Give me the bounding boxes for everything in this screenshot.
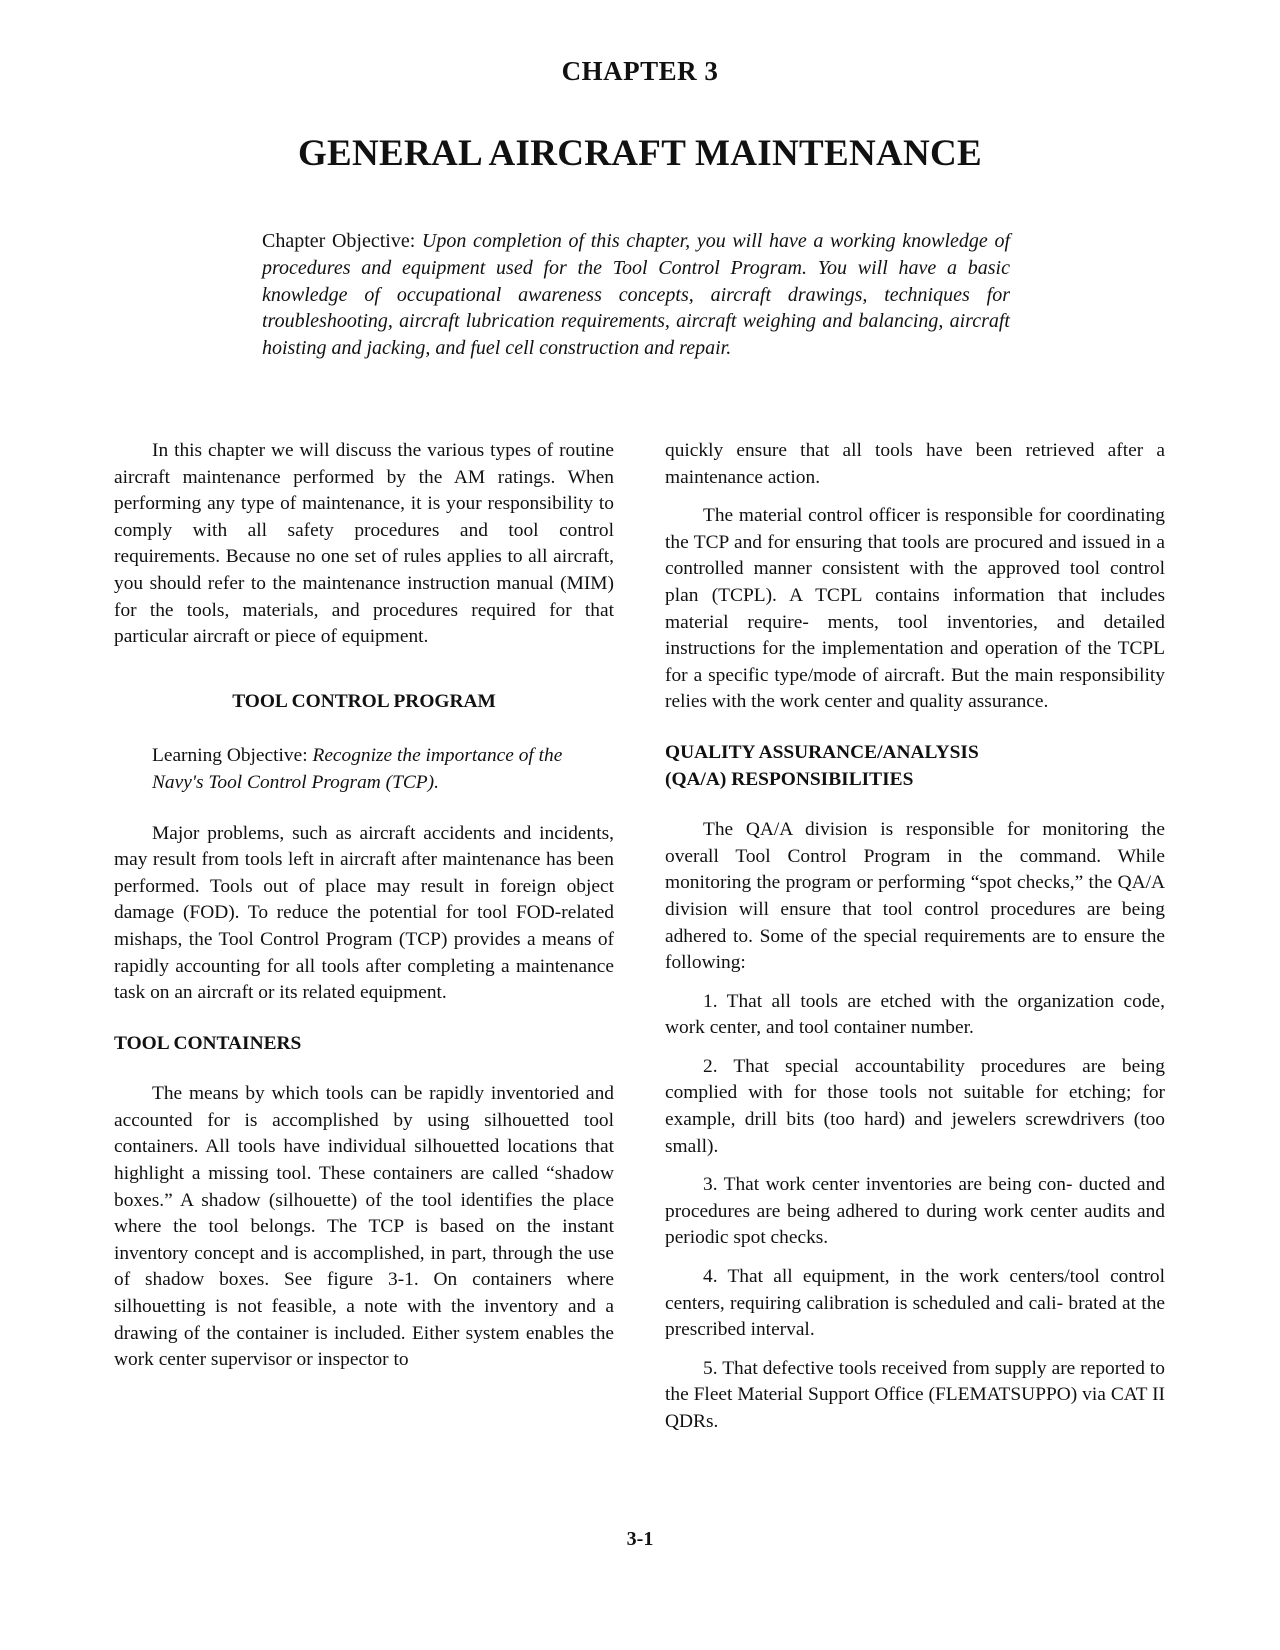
- chapter-objective: [262, 228, 1010, 362]
- tool-containers-paragraph: The means by which tools can be rapidly inventoried and accounted for is accomplished by using silhouetted tool containers. All tools have individual silhouetted locations that highlight a missing tool. These containers are called “shadow boxes.” A shadow (silhouette) of the tool identifies the place where the tool belongs. The TCP is based on the instant inventory concept and is accomplished, in part, through the use of shadow boxes. See figure 3-1. On containers where silhouetting is not feasible, a note with the inventory and a drawing of the container is included. Either system enables the work center supervisor or inspector to: [114, 1083, 614, 1371]
- learning-objective: [114, 743, 614, 796]
- chapter-objective-lead: Chapter Objective:: [262, 230, 416, 252]
- qa-heading: [665, 740, 1165, 793]
- tool-containers-heading: TOOL CONTAINERS: [114, 1032, 302, 1054]
- chapter-label: CHAPTER 3: [561, 56, 719, 86]
- page-number: 3-1: [626, 1528, 654, 1550]
- major-problems-paragraph: Major problems, such as aircraft accidents and incidents, may result from tools left in aircraft after maintenance has been performed. Tools out of place may result in foreign object damage (FOD). To reduce the potential for tool FOD-related mishaps, the Tool Control Program (TCP) provides a means of rapidly accounting for all tools after completing a maintenance task on an aircraft or its related equipment.: [114, 822, 614, 1004]
- requirement-item-1: 1. That all tools are etched with the organization code, work center, and tool container number.: [665, 990, 1165, 1039]
- chapter-objective-text: Upon completion of this chapter, you will have a working knowledge of procedures and equipment used for the Tool Control Program. You will have a basic knowledge of occupational awareness concepts, aircraft drawings, techniques for troubleshooting, aircraft lubrication requirements, aircraft weighing and balancing, aircraft hoisting and jacking, and fuel cell construction and repair.: [262, 230, 1010, 360]
- left-column: [114, 438, 614, 1374]
- requirement-item-2: 2. That special accountability procedures are being complied with for those tools not suitable for etching; for example, drill bits (too hard) and jewelers screwdrivers (too small).: [665, 1055, 1165, 1157]
- intro-paragraph: In this chapter we will discuss the various types of routine aircraft maintenance performed by the AM ratings. When performing any type of maintenance, it is your responsibility to comply with all safety procedures and tool control requirements. Because no one set of rules applies to all aircraft, you should refer to the maintenance instruction manual (MIM) for the tools, materials, and procedures required for that particular aircraft or piece of equipment.: [114, 440, 614, 648]
- chapter-title: GENERAL AIRCRAFT MAINTENANCE: [297, 133, 983, 174]
- requirement-item-5: 5. That defective tools received from supply are reported to the Fleet Material Support Office (FLEMATSUPPO) via CAT II QDRs.: [665, 1357, 1165, 1432]
- qa-paragraph: The QA/A division is responsible for monitoring the overall Tool Control Program in the command. While monitoring the program or performing “spot checks,” the QA/A division will ensure that tool control procedures are being adhered to. Some of the special requirements are to ensure the following:: [665, 819, 1165, 974]
- tool-control-program-heading: TOOL CONTROL PROGRAM: [232, 690, 496, 712]
- requirement-item-4: 4. That all equipment, in the work centers/tool control centers, requiring calibration is scheduled and cali- brated at the prescribed interval.: [665, 1266, 1165, 1341]
- continuation-paragraph: quickly ensure that all tools have been retrieved after a maintenance action.: [665, 440, 1165, 488]
- requirement-item-3: 3. That work center inventories are being con- ducted and procedures are being adhered to during work center audits and periodic spot checks.: [665, 1174, 1165, 1249]
- qa-heading-line-2: (QA/A) RESPONSIBILITIES: [665, 768, 914, 790]
- right-column: [665, 438, 1165, 1436]
- qa-heading-line-1: QUALITY ASSURANCE/ANALYSIS: [665, 741, 979, 763]
- learning-objective-lead: Learning Objective:: [152, 745, 308, 767]
- material-control-paragraph: The material control officer is responsible for coordinating the TCP and for ensuring that tools are procured and issued in a controlled manner consistent with the approved tool control plan (TCPL). A TCPL contains information that includes material require- ments, tool inventories, and detailed instructions for the implementation and operation of the TCPL for a specific type/mode of aircraft. But the main responsibility relies with the work center and quality assurance.: [665, 505, 1165, 713]
- learning-objective-text: Recognize the importance of the Navy's Tool Control Program (TCP).: [152, 745, 563, 793]
